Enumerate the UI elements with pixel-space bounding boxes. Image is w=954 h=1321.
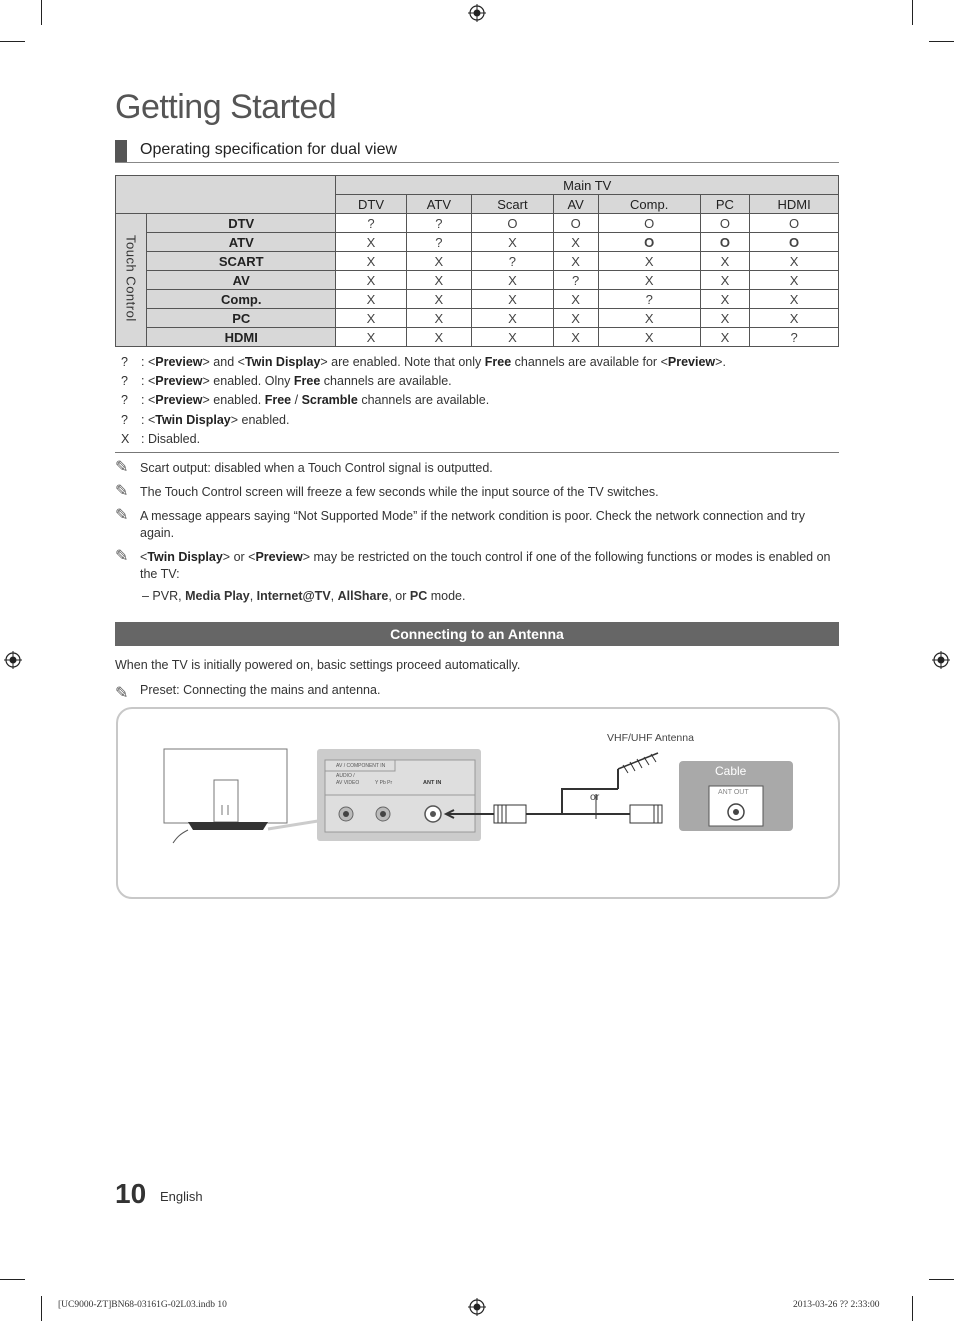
panel-label: AV / COMPONENT IN <box>336 763 386 769</box>
crop-mark <box>912 1296 913 1321</box>
column-header: Comp. <box>598 195 700 214</box>
table-row <box>116 214 839 233</box>
table-cell: X <box>700 252 749 271</box>
table-row <box>116 290 839 309</box>
footer-timestamp: 2013-03-26 ?? 2:33:00 <box>793 1300 880 1310</box>
table-cell: X <box>553 233 598 252</box>
section-heading-text: Operating specification for dual view <box>140 141 398 158</box>
section-marker <box>115 140 127 162</box>
table-cell: X <box>336 328 406 347</box>
table-cell: O <box>472 214 553 233</box>
table-cell: O <box>750 214 839 233</box>
table-cell: X <box>406 252 472 271</box>
panel-label: AV VIDEO <box>336 780 360 786</box>
table-cell: X <box>472 328 553 347</box>
note-text: The Touch Control screen will freeze a few seconds while the input source of the TV switches. <box>140 485 659 499</box>
or-label: or <box>590 791 600 803</box>
cable-label: Cable <box>715 764 747 778</box>
main-tv-header: Main TV <box>336 176 839 195</box>
antenna-diagram-illustration <box>118 709 838 897</box>
registration-mark-icon <box>468 4 486 22</box>
table-cell: O <box>598 233 700 252</box>
legend-item <box>121 372 841 391</box>
preset-note <box>115 683 380 703</box>
table-row <box>116 328 839 347</box>
table-cell: X <box>598 328 700 347</box>
pencil-icon: ✎ <box>115 507 129 524</box>
page-number: 10 <box>115 1178 147 1209</box>
note-subitem: – PVR, Media Play, Internet@TV, AllShare, or PC mode. <box>142 589 466 603</box>
table-cell: ? <box>336 214 406 233</box>
table-cell: X <box>472 290 553 309</box>
table-cell: X <box>750 271 839 290</box>
touch-control-label: Touch Control <box>123 235 139 322</box>
table-row <box>116 252 839 271</box>
legend-text: : <Preview> enabled. Free / Scramble channels are available. <box>141 393 490 408</box>
row-header: Comp. <box>147 290 336 309</box>
table-header-row <box>116 176 839 195</box>
table-row <box>116 309 839 328</box>
table-cell: X <box>553 252 598 271</box>
table-cell: X <box>553 328 598 347</box>
table-cell: ? <box>406 233 472 252</box>
table-cell: X <box>750 309 839 328</box>
ant-out-label: ANT OUT <box>718 789 749 796</box>
registration-mark-icon <box>468 1298 486 1316</box>
section-heading <box>115 140 839 163</box>
column-header: DTV <box>336 195 406 214</box>
divider <box>115 452 839 453</box>
table-cell: X <box>336 309 406 328</box>
table-cell: X <box>700 328 749 347</box>
column-header: PC <box>700 195 749 214</box>
note-item <box>115 460 839 477</box>
crop-mark <box>0 41 25 42</box>
column-header: Scart <box>472 195 553 214</box>
legend-item <box>121 353 841 372</box>
table-cell: X <box>750 290 839 309</box>
footer-file: [UC9000-ZT]BN68-03161G-02L03.indb 10 <box>58 1300 227 1310</box>
table-corner <box>116 176 336 214</box>
crop-mark <box>41 1296 42 1321</box>
table-cell: ? <box>553 271 598 290</box>
table-cell: ? <box>472 252 553 271</box>
table-cell: X <box>598 271 700 290</box>
pencil-icon: ✎ <box>115 483 129 500</box>
dual-view-spec-table <box>115 175 839 347</box>
panel-label: Y Pb Pr <box>375 780 393 786</box>
column-header: ATV <box>406 195 472 214</box>
table-cell: X <box>700 309 749 328</box>
preset-text: Preset: Connecting the mains and antenna. <box>140 683 381 697</box>
legend-text: : Disabled. <box>141 431 201 446</box>
crop-mark <box>0 1279 25 1280</box>
legend-symbol: ? <box>121 393 128 408</box>
page-title: Getting Started <box>115 88 337 126</box>
crop-mark <box>912 0 913 25</box>
pencil-icon: ✎ <box>115 548 129 565</box>
legend-symbol: ? <box>121 355 128 369</box>
row-header: ATV <box>147 233 336 252</box>
legend-text: : <Preview> and <Twin Display> are enabled. Note that only Free channels are available for <Preview>. <box>141 355 726 369</box>
crop-mark <box>929 1279 954 1280</box>
legend-text: : <Twin Display> enabled. <box>141 412 290 427</box>
table-cell: O <box>553 214 598 233</box>
table-cell: X <box>598 252 700 271</box>
table-cell: X <box>472 233 553 252</box>
table-cell: X <box>406 309 472 328</box>
table-cell: X <box>406 328 472 347</box>
table-cell: X <box>750 252 839 271</box>
table-cell: X <box>336 271 406 290</box>
table-cell: O <box>598 214 700 233</box>
registration-mark-icon <box>932 651 950 669</box>
table-cell: X <box>336 252 406 271</box>
table-cell: X <box>336 290 406 309</box>
panel-label: AUDIO / <box>336 773 355 779</box>
note-text: <Twin Display> or <Preview> may be restricted on the touch control if one of the following functions or modes is enabled on the TV: <box>140 550 831 581</box>
note-item <box>115 549 839 583</box>
note-item <box>115 508 839 542</box>
pencil-icon: ✎ <box>115 459 129 476</box>
row-header: HDMI <box>147 328 336 347</box>
pencil-icon: ✎ <box>115 685 129 702</box>
table-cell: O <box>700 214 749 233</box>
note-text: Scart output: disabled when a Touch Control signal is outputted. <box>140 461 493 475</box>
table-cell: O <box>700 233 749 252</box>
intro-text: When the TV is initially powered on, basic settings proceed automatically. <box>115 658 521 672</box>
panel-label: ANT IN <box>423 780 442 786</box>
notes-list <box>115 460 839 605</box>
table-cell: X <box>553 290 598 309</box>
table-cell: X <box>336 233 406 252</box>
table-cell: X <box>598 309 700 328</box>
antenna-label: VHF/UHF Antenna <box>607 732 694 744</box>
row-header: DTV <box>147 214 336 233</box>
table-cell: ? <box>750 328 839 347</box>
legend-item <box>121 411 841 430</box>
legend-symbol: X <box>121 431 130 446</box>
table-cell: X <box>700 290 749 309</box>
legend-text: : <Preview> enabled. Olny Free channels are available. <box>141 374 452 389</box>
note-item <box>115 484 839 501</box>
table-cell: O <box>750 233 839 252</box>
table-cell: X <box>553 309 598 328</box>
table-cell: X <box>700 271 749 290</box>
table-cell: X <box>472 309 553 328</box>
table-row <box>116 233 839 252</box>
table-row <box>116 271 839 290</box>
row-header: AV <box>147 271 336 290</box>
table-cell: X <box>406 271 472 290</box>
section-heading-antenna: Connecting to an Antenna <box>115 622 839 646</box>
crop-mark <box>929 41 954 42</box>
touch-control-header <box>116 214 147 347</box>
legend-item <box>121 430 841 449</box>
table-cell: X <box>406 290 472 309</box>
registration-mark-icon <box>4 651 22 669</box>
antenna-diagram <box>116 707 840 899</box>
table-cell: ? <box>598 290 700 309</box>
column-header: AV <box>553 195 598 214</box>
table-legend <box>121 353 841 449</box>
table-cell: X <box>472 271 553 290</box>
legend-item <box>121 391 841 410</box>
column-header: HDMI <box>750 195 839 214</box>
note-text: A message appears saying “Not Supported Mode” if the network condition is poor. Check the network connection and try again. <box>140 509 805 540</box>
page-language: English <box>160 1189 203 1204</box>
legend-symbol: ? <box>121 374 128 389</box>
table-cell: ? <box>406 214 472 233</box>
crop-mark <box>41 0 42 25</box>
row-header: SCART <box>147 252 336 271</box>
legend-symbol: ? <box>121 412 128 427</box>
row-header: PC <box>147 309 336 328</box>
